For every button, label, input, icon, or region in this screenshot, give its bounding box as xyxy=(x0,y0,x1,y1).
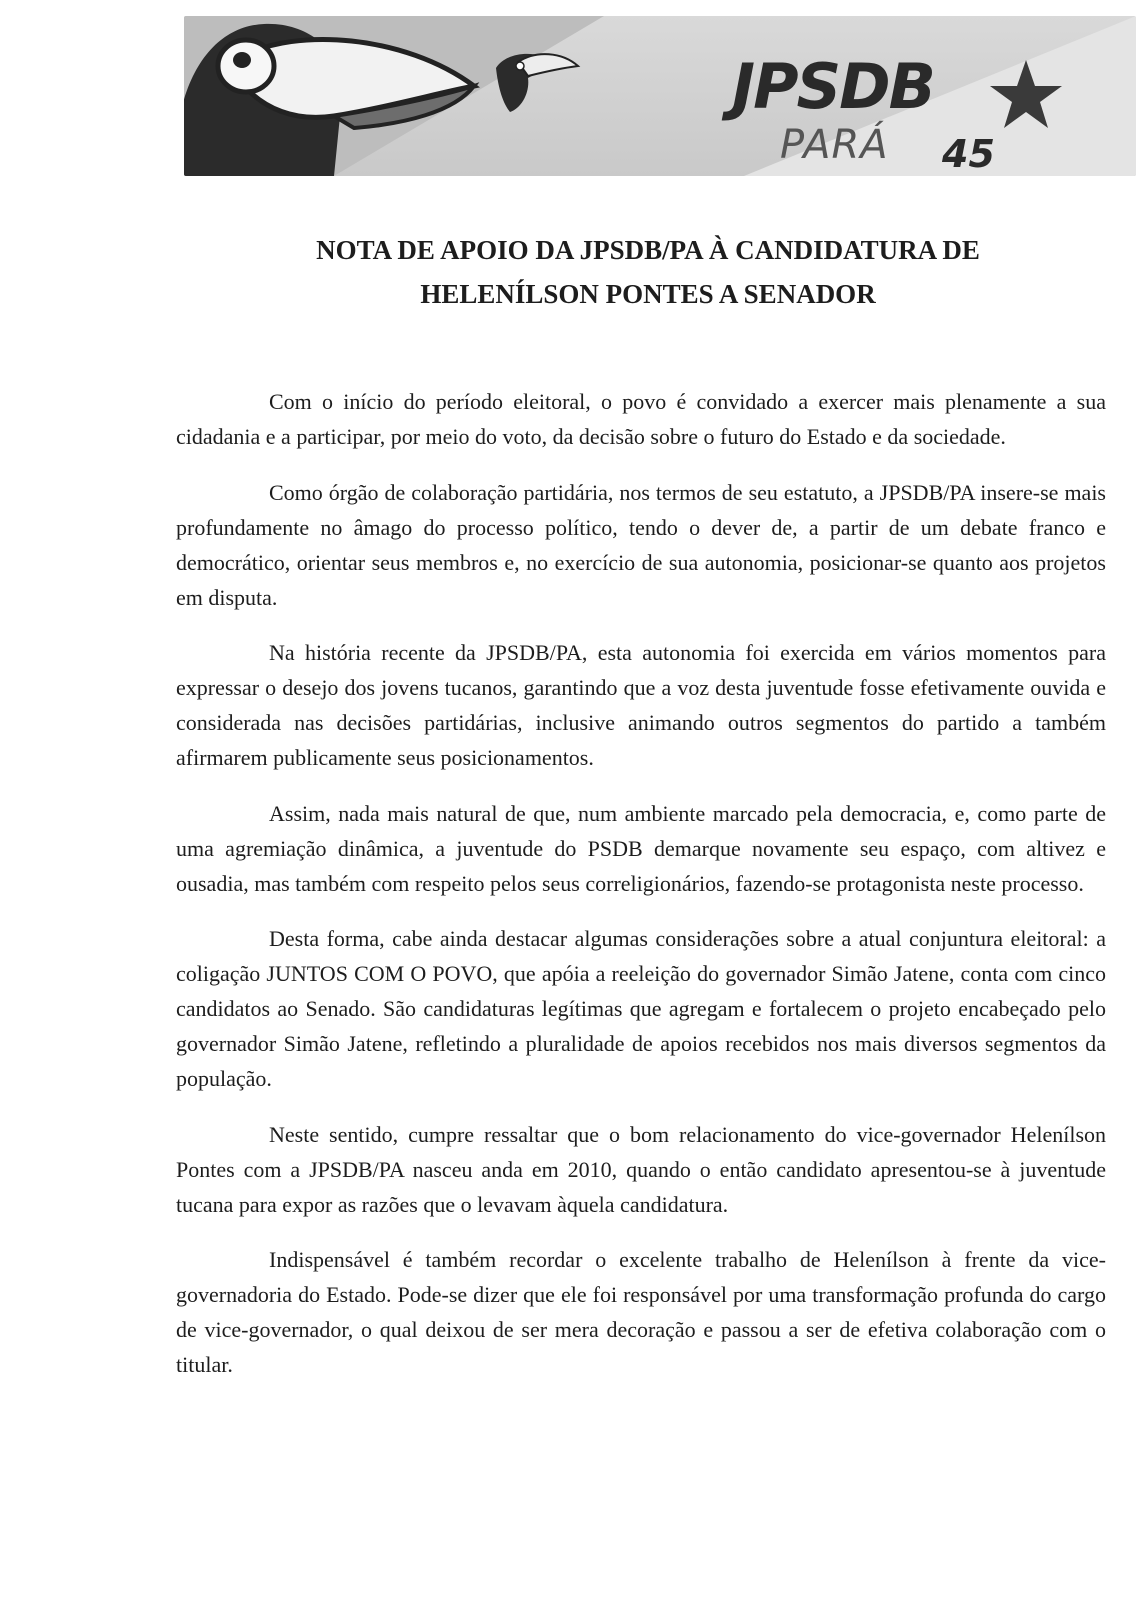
paragraph: Na história recente da JPSDB/PA, esta autonomia foi exercida em vários momentos para expressar o desejo dos jovens tucanos, garantindo que a voz desta juventude fosse efetivamente ouvida e considerada nas decisões partidárias, inclusive animando outros segmentos do partido a também afirmarem publicamente seus posicionamentos. xyxy=(176,640,1106,770)
document-body xyxy=(176,384,1106,1403)
brand-name: JPSDB xyxy=(732,50,934,123)
paragraph: Com o início do período eleitoral, o povo é convidado a exercer mais plenamente a sua cidadania e a participar, por meio do voto, da decisão sobre o futuro do Estado e da sociedade. xyxy=(176,389,1106,449)
paragraph: Assim, nada mais natural de que, num ambiente marcado pela democracia, e, como parte de uma agremiação dinâmica, a juventude do PSDB demarque novamente seu espaço, com altivez e ousadia, mas também com respeito pelos seus correligionários, fazendo-se protagonista neste processo. xyxy=(176,800,1106,896)
paragraph: Desta forma, cabe ainda destacar algumas considerações sobre a atual conjuntura eleitoral: a coligação JUNTOS COM O POVO, que apóia a reeleição do governador Simão Jatene, conta com cinco candidatos ao Senado. São candidaturas legítimas que agregam e fortalecem o projeto encabeçado pelo governador Simão Jatene, refletindo a pluralidade de apoios recebidos nos mais diversos segmentos da população. xyxy=(176,926,1106,1091)
title-line-1: NOTA DE APOIO DA JPSDB/PA À CANDIDATURA DE xyxy=(316,235,980,265)
title-line-2: HELENÍLSON PONTES A SENADOR xyxy=(420,279,876,309)
paragraph: Como órgão de colaboração partidária, nos termos de seu estatuto, a JPSDB/PA insere-se mais profundamente no âmago do processo político, tendo o dever de, a partir de um debate franco e democrático, orientar seus membros e, no exercício de sua autonomia, posicionar-se quanto aos projetos em disputa. xyxy=(176,479,1106,610)
paragraph: Indispensável é também recordar o excelente trabalho de Helenílson à frente da vice-governadoria do Estado. Pode-se dizer que ele foi responsável por uma transformação profunda do cargo de vice-governador, o qual deixou de ser mera decoração e passou a ser de efetiva colaboração com o titular. xyxy=(176,1247,1106,1377)
party-number: 45 xyxy=(942,132,995,176)
letterhead-banner xyxy=(184,16,1136,176)
paragraph: Neste sentido, cumpre ressaltar que o bom relacionamento do vice-governador Helenílson Pontes com a JPSDB/PA nasceu anda em 2010, quando o então candidato apresentou-se à juventude tucana para expor as razões que o levavam àquela candidatura. xyxy=(176,1121,1106,1217)
document-title xyxy=(180,228,1116,316)
small-toucan-icon xyxy=(496,54,578,112)
state-name: PARÁ xyxy=(780,122,889,168)
